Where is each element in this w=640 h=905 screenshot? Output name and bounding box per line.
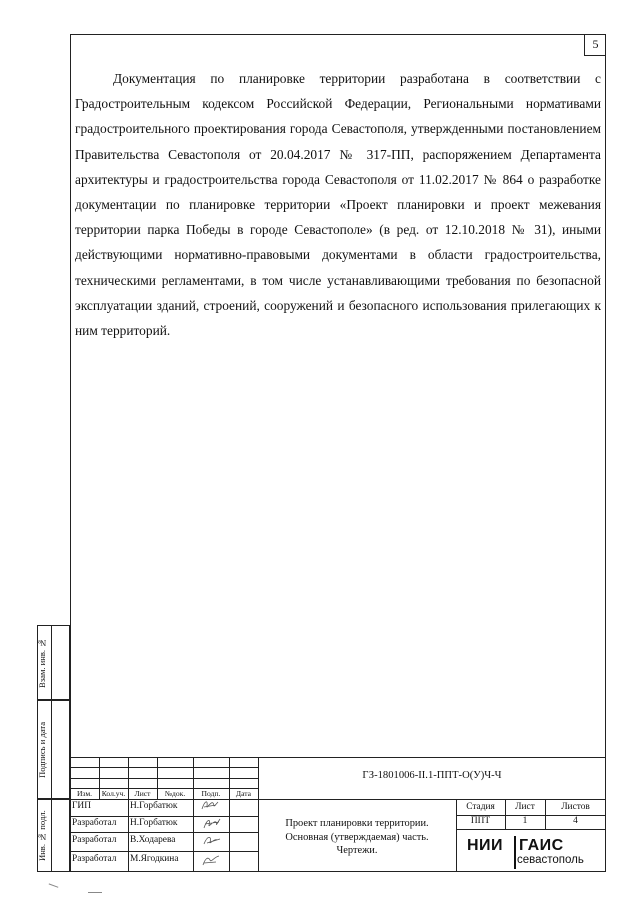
row-role: Разработал [72,818,117,828]
signature-image [202,816,222,830]
row-name: В.Ходарева [130,835,176,845]
project-title-line: Чертежи. [336,845,378,856]
scan-mark [48,883,59,890]
signature-image [201,853,221,867]
stadia-label: Стадия [466,802,495,812]
header-izm: Изм. [76,789,93,798]
listov-label: Листов [561,802,590,812]
logo-city: севастополь [517,854,584,866]
side-stamp-inv [37,799,70,872]
main-paragraph [75,66,601,343]
side-label-inv: Инв. № подл. [37,810,47,861]
listov-value: 4 [573,816,578,826]
row-role: Разработал [72,854,117,864]
side-label-podpis: Подпись и дата [37,721,47,778]
row-role: Разработал [72,835,117,845]
logo-part-nii: НИИ [467,837,504,854]
project-title-line: Проект планировки территории. [285,818,429,829]
logo-part-gais: ГАИС [519,837,564,854]
header-kol-uch: Кол.уч. [101,789,126,798]
body-paragraph: Документация по планировке территории разработана в соответствии с Градостроительным кодексом Российской Федерации, Региональными нормативами градостроительного проектирования города Севастополя, утвержденными постановлением Правительства Севастополя от 20.04.2017 № 317-ПП, распоряжением Департамента архитектуры и градостроительства города Севастополя от 11.02.2017 № 864 о разработке документации по планировке территории «Проект планировки и проект межевания территории парка Победы в городе Севастополе» (в ред. от 12.10.2018 № 31), иными действующими нормативно-правовыми документами в области градостроительства, техническими регламентами, в том числе устанавливающими требования по безопасной эксплуатации зданий, строений, сооружений и безопасного использования прилегающих к ним территорий. [75,71,601,339]
row-name: Н.Горбатюк [130,801,178,811]
side-stamp-podpis [37,700,70,799]
side-label-vzam: Взам. инв. № [37,637,47,688]
project-title [258,817,456,858]
row-name: М.Ягодкина [130,854,179,864]
company-logo [465,834,605,870]
header-podp: Подп. [201,789,221,798]
header-list: Лист [134,789,151,798]
signature-image [200,798,220,812]
header-ndok: №док. [164,789,186,798]
project-title-line: Основная (утверждаемая) часть. [285,831,429,843]
stadia-value: ППТ [470,816,491,826]
scan-mark [88,892,102,896]
list-value: 1 [522,816,528,826]
signature-image [202,833,222,847]
header-data: Дата [235,789,252,798]
row-role: ГИП [72,801,91,811]
document-code: ГЗ-1801006-II.1-ППТ-О(У)Ч-Ч [362,770,502,781]
page-number: 5 [584,34,606,56]
list-label: Лист [515,802,535,812]
side-stamp-vzam [37,625,70,700]
row-name: Н.Горбатюк [130,818,178,828]
